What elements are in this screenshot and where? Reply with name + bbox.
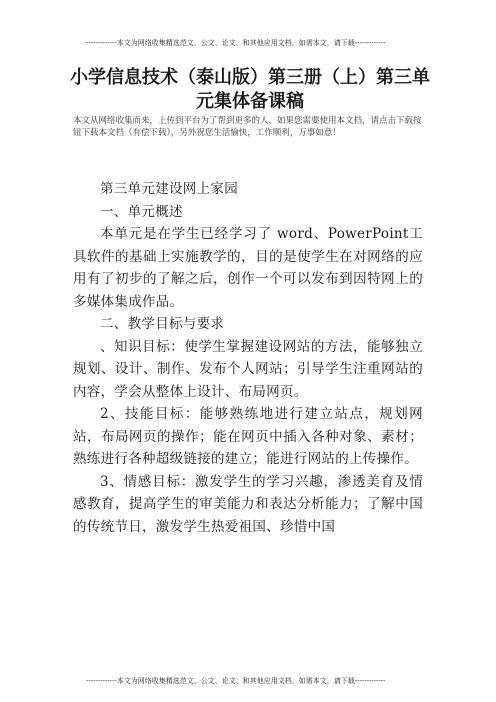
download-notice: 本文从网络收集而来，上传到平台为了帮到更多的人，如果您需要使用本文档，请点击下载按钮下载本文档（有偿下载），另外祝您生活愉快，工作顺利，万事如意！ (73, 116, 422, 138)
paragraph-knowledge-goal: 、知识目标：使学生掌握建设网站的方法，能够独立规划、设计、制作、发布个人网站；引导学生注重网站的内容，学会从整体上设计、布局网页。 (73, 338, 423, 400)
paragraph-emotion-goal: 3、情感目标：激发学生的学习兴趣，渗透美育及情感教育，提高学生的审美能力和表达分析能力；了解中国的传统节日，激发学生热爱祖国、珍惜中国 (73, 473, 423, 535)
unit-heading: 第三单元建设网上家园 (100, 181, 238, 197)
page-footer-banner: -------------本文为网络收集精选范文、公文、论文、和其他应用文档，如需本文，请下载------------- (86, 677, 386, 685)
paragraph-overview: 本单元是在学生已经学习了 word、PowerPoint工具软件的基础上实施教学的，目的是使学生在对网络的应用有了初步的了解之后，创作一个可以发布到因特网上的多媒体集成作品。 (73, 226, 423, 310)
document-body (73, 178, 423, 538)
document-title: 小学信息技术（泰山版）第三册（上）第三单元集体备课稿 (70, 67, 430, 112)
section-heading-overview: 一、单元概述 (100, 203, 183, 220)
paragraph-skill-goal: 2、技能目标：能够熟练地进行建立站点，规划网站，布局网页的操作；能在网页中插入各种对象、素材；熟练进行各种超级链接的建立；能进行网站的上传操作。 (73, 406, 423, 467)
section-heading-goals: 二、教学目标与要求 (100, 316, 225, 332)
page-header-banner: -------------本文为网络收集精选范文、公文、论文、和其他应用文档，如需本文，请下载------------- (86, 39, 386, 47)
